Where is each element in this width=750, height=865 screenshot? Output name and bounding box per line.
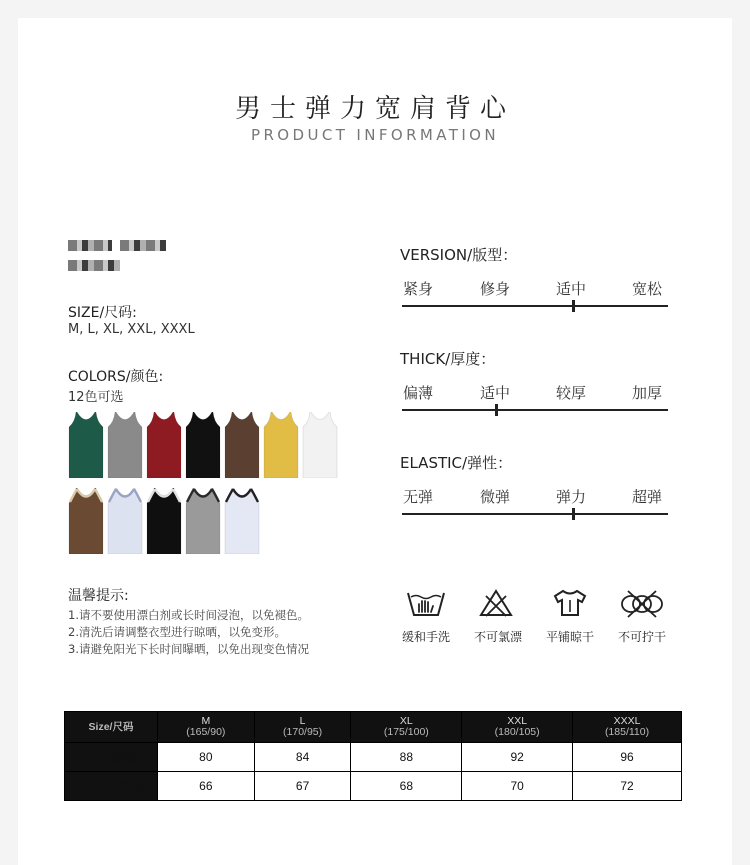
color-swatch [107,412,143,478]
size-measure: (170/95) [283,726,323,738]
elastic-label-slight: 微弹 [480,488,511,506]
size-name: XL [399,715,413,727]
size-label: SIZE/尺码: [68,305,137,321]
page-frame-top [0,0,750,18]
version-label-loose: 宽松 [632,280,663,298]
table-header-row [65,712,682,743]
thick-label-thin: 偏薄 [403,384,434,402]
color-swatch [185,488,221,554]
size-table [64,711,682,801]
size-col-m [158,712,255,743]
version-label-tight: 紧身 [403,280,434,298]
care-label: 平铺晾干 [546,630,595,644]
thick-label-medium: 适中 [480,384,511,402]
size-values: M, L, XL, XXL, XXXL [68,322,195,337]
thick-label-thick: 加厚 [632,384,663,402]
color-swatch [146,412,182,478]
page-title: 男士弹力宽肩背心 [234,94,515,124]
size-measure: (175/100) [383,726,429,738]
version-label-slim: 修身 [480,280,511,298]
obscured-text [68,240,112,251]
color-swatch [68,412,104,478]
size-measure: (165/90) [186,726,226,738]
table-row [65,772,682,801]
no-bleach-icon [466,588,526,618]
thick-label-thicker: 较厚 [556,384,587,402]
care-label: 不可拧干 [618,630,667,644]
color-swatch [107,488,143,554]
version-label-regular: 适中 [556,280,587,298]
row-label-bust: Bust/胸围 [65,743,158,772]
bust-cell: 96 [573,743,682,772]
elastic-label-none: 无弹 [403,488,434,506]
size-name: XXL [507,715,528,727]
version-scale-line [402,305,668,307]
elastic-title: ELASTIC/弹性： [400,454,513,472]
size-col-xl [351,712,462,743]
elastic-label-stretch: 弹力 [556,488,587,506]
page-subtitle: PRODUCT INFORMATION [251,126,499,144]
table-row [65,743,682,772]
color-swatch [224,488,260,554]
size-name: XXXL [613,715,641,727]
color-swatch [68,488,104,554]
color-swatch [263,412,299,478]
bust-cell: 84 [254,743,351,772]
row-label-size: Size/尺码 [65,712,158,743]
length-cell: 66 [158,772,255,801]
color-swatch [302,412,338,478]
row-label-length: Length/衣长 [65,772,158,801]
tip-line: 1.请不要使用漂白剂或长时间浸泡，以免褪色。 [68,608,309,622]
bust-cell: 80 [158,743,255,772]
version-title: VERSION/版型： [400,246,518,264]
color-swatch [224,412,260,478]
bust-cell: 92 [462,743,573,772]
thick-title: THICK/厚度： [400,350,496,368]
bust-cell: 88 [351,743,462,772]
length-cell: 70 [462,772,573,801]
size-col-xxxl [573,712,682,743]
tip-line: 2.清洗后请调整衣型进行晾晒，以免变形。 [68,625,286,639]
colors-count: 12色可选 [68,390,124,405]
care-label: 缓和手洗 [402,630,451,644]
version-scale-marker [572,300,575,312]
hand-wash-icon [396,588,456,618]
color-swatch [185,412,221,478]
size-measure: (180/105) [494,726,540,738]
no-wring-icon [612,588,672,618]
elastic-label-super: 超弹 [632,488,663,506]
care-label: 不可氯漂 [474,630,523,644]
elastic-scale-marker [572,508,575,520]
length-cell: 72 [573,772,682,801]
size-col-xxl [462,712,573,743]
size-name: L [299,715,306,727]
tip-line: 3.请避免阳光下长时间曝晒，以免出现变色情况 [68,642,309,656]
colors-label: COLORS/颜色: [68,369,164,385]
flat-dry-icon [540,588,600,618]
length-cell: 67 [254,772,351,801]
size-measure: (185/110) [604,726,650,738]
color-swatch [146,488,182,554]
length-cell: 68 [351,772,462,801]
thick-scale-marker [495,404,498,416]
tips-title: 温馨提示: [68,588,129,604]
elastic-scale-line [402,513,668,515]
obscured-text [68,260,120,271]
size-name: M [201,715,211,727]
obscured-text [120,240,166,251]
thick-scale-line [402,409,668,411]
size-col-l [254,712,351,743]
